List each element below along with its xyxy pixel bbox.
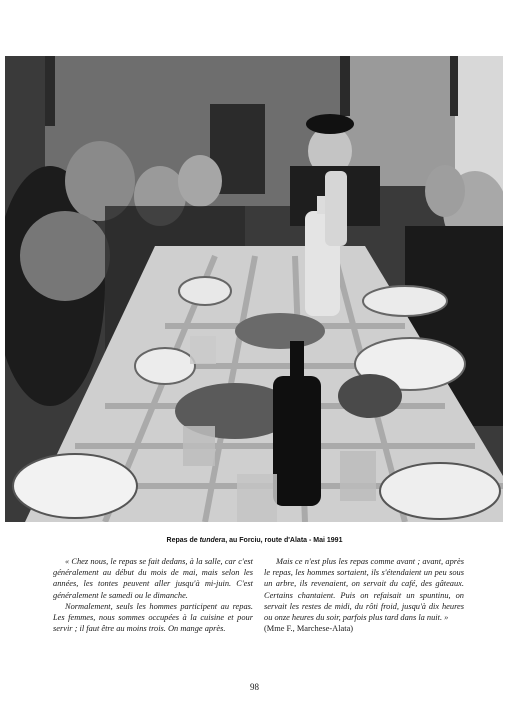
left-paragraph-2: Normalement, seuls les hommes participent au repas. Les femmes, nous sommes occupées à la cuisine et pour servir ; il faut être au moins trois. On mange après. bbox=[53, 601, 253, 634]
meal-photograph bbox=[5, 56, 503, 522]
left-paragraph-1: « Chez nous, le repas se fait dedans, à la salle, car c'est généralement au début du mois de mai, mais selon les années, les tontes peuvent aller jusqu'à mi-juin. C'est généralement le samedi ou le dimanche. bbox=[53, 557, 253, 600]
photo-illustration bbox=[5, 56, 503, 522]
caption-italic-word: tundera bbox=[199, 537, 226, 544]
caption-suffix: , au Forciu, route d'Alata - Mai 1991 bbox=[225, 537, 343, 544]
right-text-column bbox=[264, 556, 464, 634]
caption-prefix: Repas de bbox=[166, 537, 200, 544]
right-paragraph-1: Mais ce n'est plus les repas comme avant ; avant, après le repas, les hommes sortaient, ils s'étendaient un peu sous un arbre, ils revenaient, on servait du café, des gâteaux. Certains chantaient. Puis on refaisait un spuntinu, on servait les restes de midi, du rôti froid, jusqu'à dix heures ou onze heures du soir, parfois plus tard dans la nuit. » bbox=[264, 557, 464, 623]
photo-caption bbox=[0, 537, 509, 544]
attribution: (Mme F., Marchese-Alata) bbox=[264, 624, 354, 634]
page-number: 98 bbox=[250, 682, 259, 692]
left-text-column bbox=[53, 556, 253, 634]
